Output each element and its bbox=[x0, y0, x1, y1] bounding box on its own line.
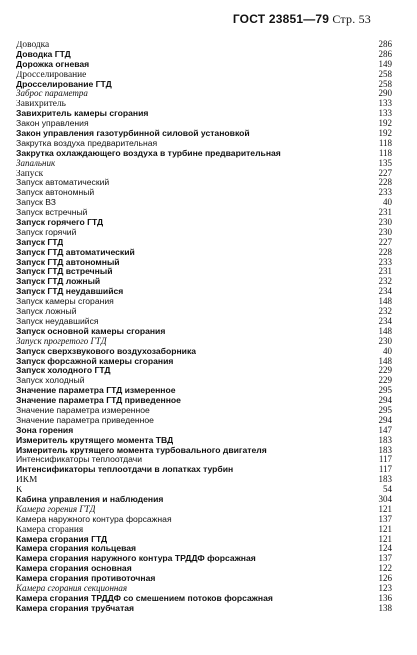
index-term: Закрутка охлаждающего воздуха в турбине предварительная bbox=[16, 148, 281, 158]
index-term: Камера сгорания противоточная bbox=[16, 574, 156, 584]
index-term: Запуск ложный bbox=[16, 307, 77, 317]
index-term: Запуск прогретого ГТД bbox=[16, 336, 107, 346]
index-term: Зона горения bbox=[16, 425, 74, 435]
index-term: Измеритель крутящего момента ТВД bbox=[16, 435, 174, 445]
index-term: Запуск ГТД bbox=[16, 237, 64, 247]
index-entry bbox=[16, 396, 392, 406]
index-term: Измеритель крутящего момента турбовального двигателя bbox=[16, 445, 267, 455]
index-page-number: 233 bbox=[378, 187, 392, 198]
index-entry bbox=[16, 357, 392, 367]
index-entry bbox=[16, 169, 392, 179]
index-page-number: 286 bbox=[378, 39, 392, 49]
index-page-number: 295 bbox=[378, 385, 392, 396]
index-term: Кабина управления и наблюдения bbox=[16, 494, 164, 504]
index-entry bbox=[16, 89, 392, 99]
index-entry bbox=[16, 554, 392, 564]
index-entry bbox=[16, 238, 392, 248]
index-entry bbox=[16, 594, 392, 604]
index-term: Запуск горячий bbox=[16, 227, 77, 237]
index-page-number: 148 bbox=[378, 355, 392, 366]
index-page-number: 149 bbox=[378, 58, 392, 69]
index-term: Запуск основной камеры сгорания bbox=[16, 326, 166, 336]
index-term: Заброс параметра bbox=[16, 89, 88, 99]
index-page-number: 40 bbox=[383, 197, 392, 208]
index-entry bbox=[16, 80, 392, 90]
index-page-number: 192 bbox=[378, 118, 392, 129]
index-term: Интенсификаторы теплоотдачи в лопатках турбин bbox=[16, 465, 234, 475]
index-entry bbox=[16, 297, 392, 307]
index-term: Дросселирование bbox=[16, 70, 87, 80]
index-entry bbox=[16, 149, 392, 159]
index-term: К bbox=[16, 486, 23, 496]
index-term: Запуск холодного ГТД bbox=[16, 366, 111, 376]
index-page-number: 121 bbox=[378, 523, 392, 534]
index-page-number: 229 bbox=[378, 375, 392, 386]
index-entry bbox=[16, 109, 392, 119]
index-term: Дросселирование ГТД bbox=[16, 79, 112, 89]
index-term: Завихритель камеры сгорания bbox=[16, 109, 149, 119]
index-page-number: 147 bbox=[378, 424, 392, 435]
index-term: Запуск ВЗ bbox=[16, 198, 56, 208]
index-entry bbox=[16, 465, 392, 475]
index-page-number: 183 bbox=[378, 444, 392, 455]
index-page-number: 232 bbox=[378, 306, 392, 317]
index-page-number: 304 bbox=[378, 493, 392, 504]
index-page-number: 126 bbox=[378, 573, 392, 584]
index-page-number: 229 bbox=[378, 365, 392, 376]
index-entry bbox=[16, 60, 392, 70]
index-term: Запальник bbox=[16, 158, 56, 168]
index-entry bbox=[16, 208, 392, 218]
index-entry bbox=[16, 307, 392, 317]
index-entry bbox=[16, 446, 392, 456]
index-entry bbox=[16, 198, 392, 208]
index-page-number: 295 bbox=[378, 404, 392, 415]
index-entry bbox=[16, 327, 392, 337]
index-entry bbox=[16, 178, 392, 188]
index-page-number: 228 bbox=[378, 177, 392, 188]
index-term: Запуск ГТД автономный bbox=[16, 257, 120, 267]
index-entry bbox=[16, 376, 392, 386]
index-page-number: 231 bbox=[378, 207, 392, 218]
index-page-number: 227 bbox=[378, 236, 392, 247]
index-entry bbox=[16, 248, 392, 258]
index-entry bbox=[16, 40, 392, 50]
index-page-number: 230 bbox=[378, 226, 392, 237]
index-page-number: 54 bbox=[383, 484, 392, 495]
index-page-number: 230 bbox=[378, 217, 392, 228]
index-term: Значение параметра измеренное bbox=[16, 405, 150, 415]
index-entry bbox=[16, 584, 392, 594]
index-page-number: 258 bbox=[378, 68, 392, 79]
index-page-number: 117 bbox=[378, 454, 392, 465]
index-entry bbox=[16, 188, 392, 198]
index-entry bbox=[16, 366, 392, 376]
index-entry bbox=[16, 426, 392, 436]
page-header bbox=[233, 12, 371, 27]
index-page-number: 231 bbox=[378, 266, 392, 277]
index-page-number: 133 bbox=[378, 108, 392, 119]
index-page-number: 122 bbox=[378, 563, 392, 574]
index-page-number: 40 bbox=[383, 345, 392, 356]
index-page-number: 232 bbox=[378, 276, 392, 287]
index-page-number: 290 bbox=[378, 88, 392, 99]
index-entry bbox=[16, 139, 392, 149]
index-term: Камера сгорания ТРДДФ со смешением потоков форсажная bbox=[16, 593, 273, 603]
index-term: Запуск ГТД встречный bbox=[16, 267, 113, 277]
index-page-number: 118 bbox=[378, 137, 392, 148]
index-page-number: 118 bbox=[378, 147, 392, 158]
index-term: Запуск автономный bbox=[16, 188, 95, 198]
index-page-number: 133 bbox=[378, 98, 392, 109]
index-entry bbox=[16, 495, 392, 505]
index-term: Запуск bbox=[16, 169, 44, 179]
index-entry bbox=[16, 119, 392, 129]
index-term: Запуск встречный bbox=[16, 208, 88, 218]
index-term: Камера сгорания трубчатая bbox=[16, 603, 135, 613]
index-term: Камера сгорания ГТД bbox=[16, 534, 108, 544]
index-term: Закон управления bbox=[16, 119, 89, 129]
index-page-number: 117 bbox=[378, 464, 392, 475]
index-term: Запуск ГТД ложный bbox=[16, 277, 101, 287]
index-entry bbox=[16, 505, 392, 515]
index-page-number: 234 bbox=[378, 286, 392, 297]
index-term: Доводка bbox=[16, 41, 50, 50]
term-index-list bbox=[16, 40, 392, 614]
index-term: Камера сгорания основная bbox=[16, 564, 132, 574]
index-term: Завихритель bbox=[16, 100, 66, 110]
index-page-number: 183 bbox=[378, 474, 392, 485]
index-term: Запуск холодный bbox=[16, 376, 85, 386]
index-entry bbox=[16, 337, 392, 347]
index-term: Камера сгорания наружного контура ТРДДФ форсажная bbox=[16, 554, 256, 564]
page-number: Стр. 53 bbox=[332, 12, 371, 26]
index-page-number: 234 bbox=[378, 315, 392, 326]
index-page-number: 137 bbox=[378, 513, 392, 524]
index-entry bbox=[16, 317, 392, 327]
index-page-number: 121 bbox=[378, 533, 392, 544]
index-page-number: 123 bbox=[378, 582, 392, 593]
index-entry bbox=[16, 475, 392, 485]
index-entry bbox=[16, 436, 392, 446]
index-term: Закон управления газотурбинной силовой установкой bbox=[16, 129, 250, 139]
index-term: Камера сгорания bbox=[16, 525, 84, 535]
index-term: Интенсификаторы теплоотдачи bbox=[16, 455, 143, 465]
index-page-number: 148 bbox=[378, 325, 392, 336]
index-page-number: 192 bbox=[378, 128, 392, 139]
standard-number: ГОСТ 23851—79 bbox=[232, 12, 330, 26]
index-page-number: 124 bbox=[378, 543, 392, 554]
index-page-number: 227 bbox=[378, 167, 392, 178]
index-entry bbox=[16, 564, 392, 574]
index-term: Дорожка огневая bbox=[16, 59, 90, 69]
index-page-number: 136 bbox=[378, 592, 392, 603]
index-entry bbox=[16, 386, 392, 396]
index-page-number: 294 bbox=[378, 414, 392, 425]
index-entry bbox=[16, 218, 392, 228]
index-term: Закрутка воздуха предварительная bbox=[16, 138, 158, 148]
index-entry bbox=[16, 258, 392, 268]
index-term: Доводка ГТД bbox=[16, 49, 71, 59]
index-entry bbox=[16, 535, 392, 545]
index-entry bbox=[16, 525, 392, 535]
index-entry bbox=[16, 99, 392, 109]
index-entry bbox=[16, 574, 392, 584]
index-entry bbox=[16, 159, 392, 169]
index-page-number: 138 bbox=[378, 602, 392, 613]
index-entry bbox=[16, 129, 392, 139]
index-page-number: 135 bbox=[378, 157, 392, 168]
index-entry bbox=[16, 228, 392, 238]
index-entry bbox=[16, 70, 392, 80]
index-term: Запуск неудавшийся bbox=[16, 316, 99, 326]
index-entry bbox=[16, 515, 392, 525]
index-term: Значение параметра приведенное bbox=[16, 415, 154, 425]
index-term: Значение параметра ГТД приведенное bbox=[16, 396, 181, 406]
index-page-number: 121 bbox=[378, 503, 392, 514]
index-term: ИКМ bbox=[16, 476, 38, 486]
index-page-number: 258 bbox=[378, 78, 392, 89]
index-page-number: 230 bbox=[378, 335, 392, 346]
index-term: Запуск автоматический bbox=[16, 178, 110, 188]
index-term: Камера сгорания кольцевая bbox=[16, 544, 137, 554]
index-term: Запуск ГТД автоматический bbox=[16, 247, 135, 257]
index-term: Камера горения ГТД bbox=[16, 504, 96, 514]
index-term: Запуск горячего ГТД bbox=[16, 218, 104, 228]
index-page-number: 294 bbox=[378, 395, 392, 406]
index-entry bbox=[16, 485, 392, 495]
index-entry bbox=[16, 277, 392, 287]
index-term: Запуск сверхзвукового воздухозаборника bbox=[16, 346, 197, 356]
index-term: Запуск ГТД неудавшийся bbox=[16, 287, 124, 297]
index-entry bbox=[16, 416, 392, 426]
index-entry bbox=[16, 604, 392, 614]
index-page-number: 137 bbox=[378, 553, 392, 564]
index-entry bbox=[16, 267, 392, 277]
index-entry bbox=[16, 544, 392, 554]
index-entry bbox=[16, 347, 392, 357]
index-entry bbox=[16, 50, 392, 60]
index-page-number: 183 bbox=[378, 434, 392, 445]
index-entry bbox=[16, 287, 392, 297]
index-term: Запуск форсажной камеры сгорания bbox=[16, 356, 174, 366]
index-page-number: 286 bbox=[378, 48, 392, 59]
index-entry bbox=[16, 406, 392, 416]
index-entry bbox=[16, 455, 392, 465]
index-term: Значение параметра ГТД измеренное bbox=[16, 386, 176, 396]
index-page-number: 228 bbox=[378, 246, 392, 257]
index-page-number: 148 bbox=[378, 296, 392, 307]
index-term: Камера сгорания секционная bbox=[16, 583, 128, 593]
index-term: Запуск камеры сгорания bbox=[16, 297, 114, 307]
index-page-number: 233 bbox=[378, 256, 392, 267]
index-term: Камера наружного контура форсажная bbox=[16, 514, 172, 524]
